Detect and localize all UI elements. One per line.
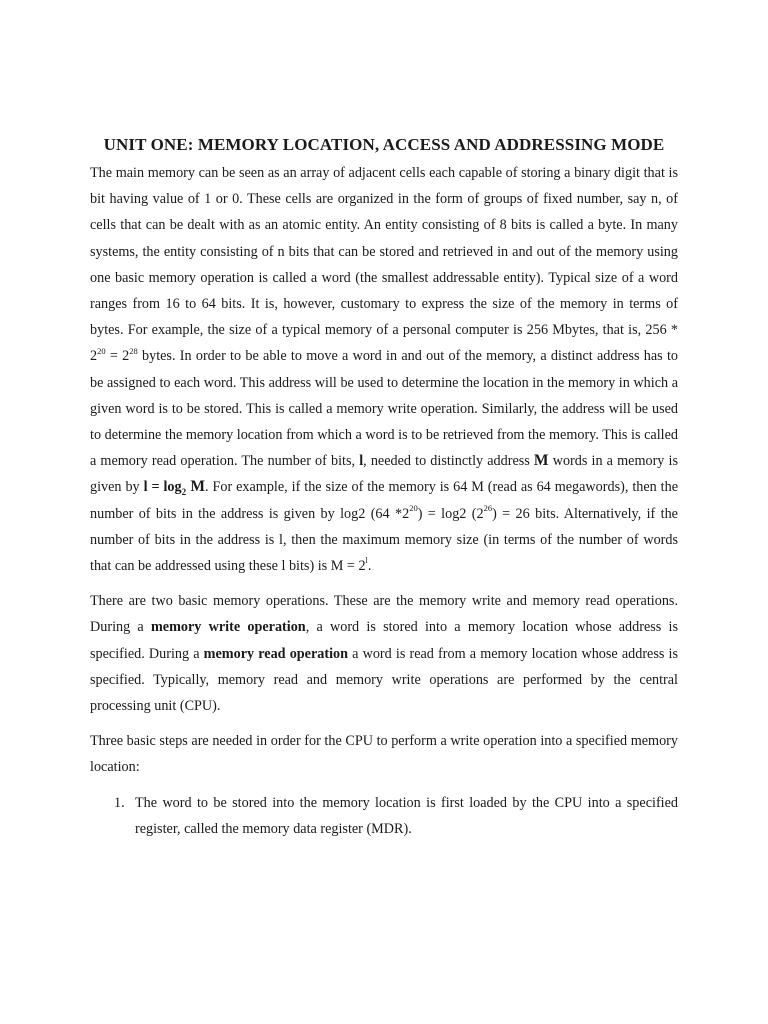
superscript: 20 [409,502,418,513]
list-item-number: 1. [114,794,125,811]
document-page [90,134,678,842]
bold-term: memory write operation [150,619,306,636]
list-item [90,790,678,842]
text-span: a word is read from a memory location whose address is specified. Typically, memory read and memory write operations are performed by the central processing unit (CPU). [90,645,678,715]
bold-term: M [533,452,549,470]
text-span: bytes. In order to be able to move a word in and out of the memory, a distinct address has to be assigned to each word. This address will be used to determine the location in the memory in which a given word is to be stored. This is called a memory write operation. Similarly, the address will be used to determine the memory location from which a word is to be retrieved from the memory. This is called a memory read operation. The number of bits, [90,348,678,470]
superscript: l [365,555,368,566]
text-span: , a word is stored into a memory location whose address is specified. During a [90,619,679,662]
steps-list [90,790,678,842]
paragraph-write-steps-intro: Three basic steps are needed in order for the CPU to perform a write operation into a specified memory location: [90,733,678,776]
bold-term: memory read operation [203,645,349,662]
text-span: ) = log2 (2 [417,505,484,522]
text-span: There are two basic memory operations. These are the memory write and memory read operations. During a [90,593,678,636]
superscript: 28 [129,345,138,356]
list-item-text: The word to be stored into the memory location is first loaded by the CPU into a specified register, called the memory data register (MDR). [135,794,678,837]
text-span: The main memory can be seen as an array of adjacent cells each capable of storing a binary digit that is bit having value of 1 or 0. These cells are organized in the form of groups of fixed number, say n, of cells that can be dealt with as an atomic entity. An entity consisting of 8 bits is called a byte. In many systems, the entity consisting of n bits that can be stored and retrieved in and out of the memory using one basic memory operation is called a word (the smallest addressable entity). Typical size of a word ranges from 16 to 64 bits. It is, however, customary to express the size of the memory in terms of bytes. For example, the size of a typical memory of a personal computer is 256 Mbytes, that is, 256 * 2 [90,165,678,365]
paragraph-memory-operations [90,588,678,719]
subscript: 2 [181,487,187,498]
text-span: = 2 [105,348,130,365]
superscript: 20 [97,345,106,356]
superscript: 26 [483,502,493,513]
text-span: . [367,558,372,575]
formula-part: M [186,478,205,496]
bold-term: l [359,453,364,470]
paragraph-memory-intro [90,160,678,579]
text-span: , needed to distinctly address [363,453,534,470]
formula-bold [143,478,205,498]
page-title: UNIT ONE: MEMORY LOCATION, ACCESS AND ADDRESSING MODE [103,135,665,154]
text-span: words in a memory is given by [90,453,678,496]
text-span: . For example, if the size of the memory is 64 M (read as 64 megawords), then the number of bits in the address is given by log2 (64 *2 [90,479,679,522]
text-span: ) = 26 bits. Alternatively, if the number of bits in the address is l, then the maximum memory size (in terms of the number of words that can be addressed using these l bits) is M = 2 [90,505,678,575]
formula-part: l = log [143,479,182,496]
